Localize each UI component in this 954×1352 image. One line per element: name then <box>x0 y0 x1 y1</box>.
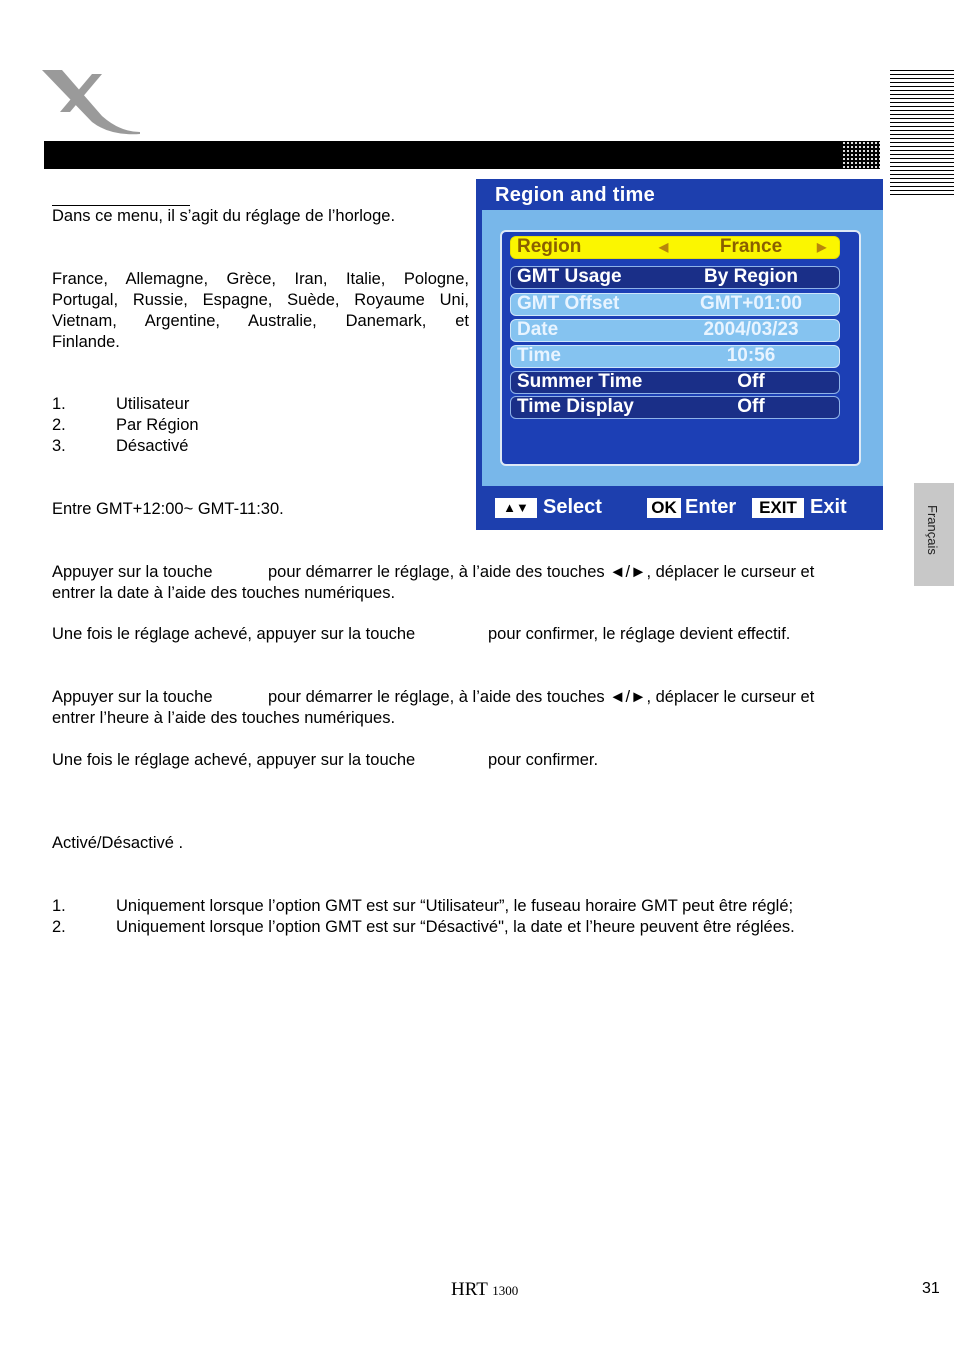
menu-row-summer-time: Summer Time Off <box>510 371 840 394</box>
summer-time-text: Activé/Désactivé . <box>52 834 184 852</box>
time-instruction-b: pour démarrer le réglage, à l’aide des touches ◄/►, déplacer le curseur et <box>268 688 815 706</box>
menu-row-date: Date 2004/03/23 <box>510 319 840 342</box>
gmt-usage-list <box>52 394 199 457</box>
date-confirm-b: pour confirmer, le réglage devient effectif. <box>488 625 791 643</box>
header-bar <box>44 141 880 169</box>
tv-menu-footer <box>476 486 883 530</box>
language-side-tab-label: Français <box>925 505 940 555</box>
language-side-tab <box>914 483 954 586</box>
gmt-offset-range-text: Entre GMT+12:00~ GMT-11:30. <box>52 500 284 518</box>
time-instruction-a: Appuyer sur la touche <box>52 688 213 706</box>
arrow-right-icon: ▶ <box>817 240 827 254</box>
arrow-left-icon: ◀ <box>659 240 669 254</box>
tv-menu-list <box>500 230 861 466</box>
tv-menu-screenshot <box>476 179 883 530</box>
footer-brand: HRT 1300 <box>451 1279 519 1300</box>
regions-line: Portugal, Russie, Espagne, Suède, Royaume Uni, <box>52 291 469 309</box>
menu-row-gmt-usage: GMT Usage By Region <box>510 266 840 289</box>
date-confirm-a: Une fois le réglage achevé, appuyer sur la touche <box>52 625 416 643</box>
menu-row-time-display: Time Display Off <box>510 396 840 419</box>
list-item: 2. Par Région <box>52 416 199 434</box>
list-item: 3. Désactivé <box>52 437 189 455</box>
time-confirm-b: pour confirmer. <box>488 751 599 769</box>
up-down-key-icon: ▲▼ <box>495 498 537 518</box>
time-confirm-a: Une fois le réglage achevé, appuyer sur la touche <box>52 751 416 769</box>
menu-row-gmt-offset: GMT Offset GMT+01:00 <box>510 293 840 316</box>
date-instruction-b: pour démarrer le réglage, à l’aide des touches ◄/►, déplacer le curseur et <box>268 563 815 581</box>
header-dot-pattern <box>842 141 882 169</box>
menu-row-time: Time 10:56 <box>510 345 840 368</box>
regions-paragraph <box>52 269 469 353</box>
menu-row-region: Region ◀ France ▶ <box>510 236 840 259</box>
corner-stripes <box>890 70 954 196</box>
tv-menu-title: Region and time <box>495 184 656 206</box>
list-item: 1. Utilisateur <box>52 395 190 413</box>
time-instruction-line2: entrer l’heure à l’aide des touches numériques. <box>52 709 396 727</box>
brand-x-logo <box>40 68 144 138</box>
date-instruction-line2: entrer la date à l’aide des touches numériques. <box>52 584 396 602</box>
tv-menu-panel <box>482 210 883 486</box>
regions-line: Vietnam, Argentine, Australie, Danemark, et <box>52 312 469 330</box>
list-item: 1. Uniquement lorsque l’option GMT est sur “Utilisateur”, le fuseau horaire GMT peut être réglé; <box>52 897 794 915</box>
select-label: Select <box>543 496 602 518</box>
list-item: 2. Uniquement lorsque l’option GMT est sur “Désactivé", la date et l’heure peuvent être réglées. <box>52 918 795 936</box>
notes-list <box>52 896 795 938</box>
enter-label: Enter <box>685 496 737 518</box>
page-number: 31 <box>922 1280 940 1297</box>
ok-key-icon: OK <box>647 498 681 518</box>
regions-line: Finlande. <box>52 333 120 351</box>
exit-key-icon: EXIT <box>752 498 804 518</box>
regions-line: France, Allemagne, Grèce, Iran, Italie, Pologne, <box>52 270 469 288</box>
date-instruction-a: Appuyer sur la touche <box>52 563 213 581</box>
intro-text: Dans ce menu, il s’agit du réglage de l’horloge. <box>52 207 396 225</box>
exit-label: Exit <box>810 496 847 518</box>
